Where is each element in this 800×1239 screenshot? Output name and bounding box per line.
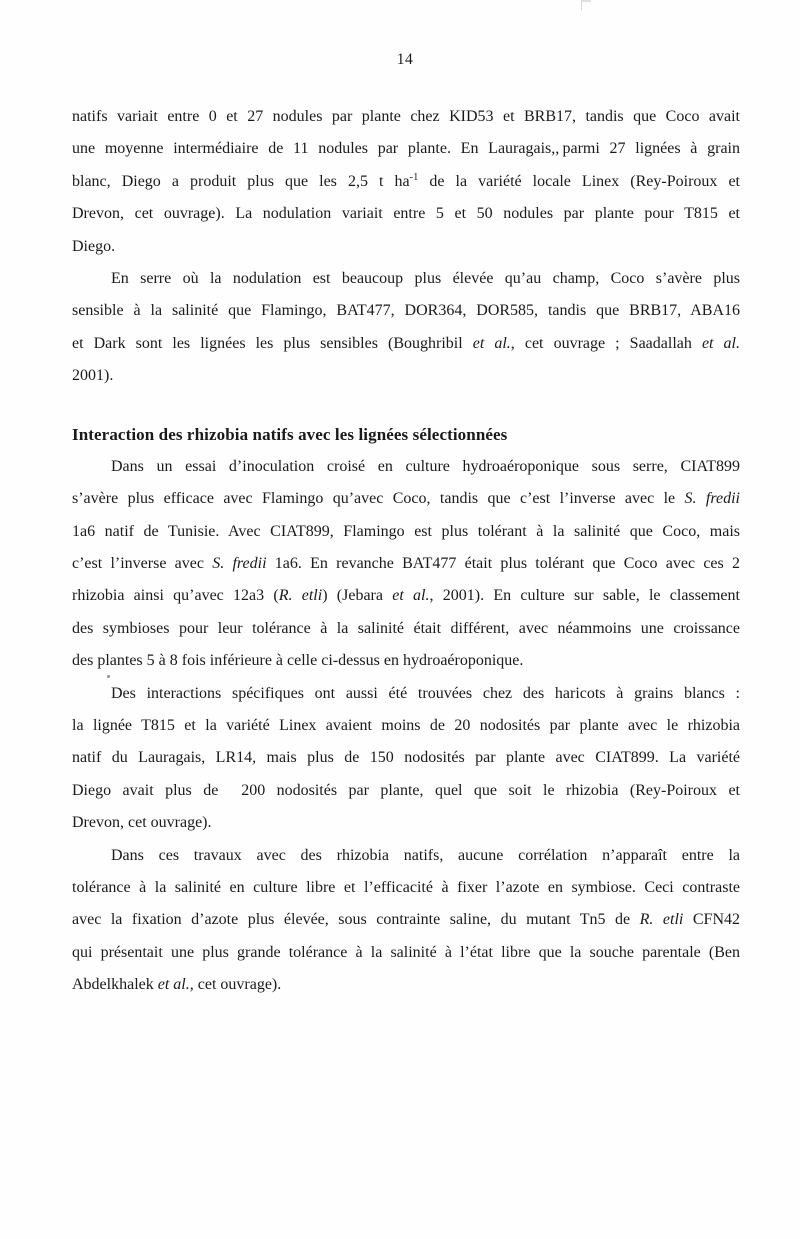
text-line bbox=[72, 710, 740, 742]
text-line bbox=[72, 548, 740, 580]
text-line bbox=[72, 263, 740, 295]
italic-text: et al. bbox=[157, 976, 190, 994]
body-text: CFN42 bbox=[683, 911, 740, 929]
body-text: natif du Lauragais, LR14, mais plus de 150 nodosités par plante avec CIAT899. La variété bbox=[72, 749, 740, 767]
body-text: Dans ces travaux avec des rhizobia natifs, aucune corrélation n’apparaît entre la bbox=[111, 846, 740, 864]
text-line bbox=[72, 166, 740, 198]
page-number: 14 bbox=[396, 51, 414, 68]
italic-text: et al. bbox=[701, 334, 740, 352]
section-heading: Interaction des rhizobia natifs avec les lignées sélectionnées bbox=[72, 424, 508, 444]
superscript-text: -1 bbox=[409, 171, 419, 183]
body-text: En serre où la nodulation est beaucoup plus élevée qu’au champ, Coco s’avère plus bbox=[111, 269, 740, 287]
text-line bbox=[72, 580, 740, 612]
body-text: Drevon, cet ouvrage). La nodulation variait entre 5 et 50 nodules par plante pour T815 et bbox=[72, 205, 740, 223]
body-text: une moyenne intermédiaire de 11 nodules par plante. En Lauragais,, parmi 27 lignées à grain bbox=[72, 140, 740, 158]
body-text: Drevon, cet ouvrage). bbox=[72, 814, 212, 832]
body-text: de la variété locale Linex (Rey-Poiroux et bbox=[418, 172, 740, 190]
text-line bbox=[72, 807, 740, 839]
body-text: c’est l’inverse avec bbox=[72, 555, 213, 573]
body-text: Diego. bbox=[72, 237, 116, 255]
body-text: rhizobia ainsi qu’avec 12a3 ( bbox=[72, 587, 279, 605]
body-text: avec la fixation d’azote plus élevée, sous contrainte saline, du mutant Tn5 de bbox=[72, 911, 640, 929]
body-text: tolérance à la salinité en culture libre et l’efficacité à fixer l’azote en symbiose. Ceci contraste bbox=[72, 878, 740, 896]
body-text: , 2001). En culture sur sable, le classement bbox=[429, 587, 740, 605]
text-line bbox=[72, 613, 740, 645]
text-line bbox=[72, 872, 740, 904]
text-line bbox=[72, 451, 740, 483]
text-line bbox=[72, 678, 740, 710]
body-text: natifs variait entre 0 et 27 nodules par plante chez KID53 et BRB17, tandis que Coco avait bbox=[72, 108, 740, 125]
body-text: Des interactions spécifiques ont aussi été trouvées chez des haricots à grains blancs : bbox=[111, 684, 740, 702]
body-text: 2001). bbox=[72, 367, 114, 385]
body-text: Abdelkhalek bbox=[72, 976, 158, 994]
scan-artifact-mark bbox=[581, 0, 591, 10]
italic-text: et al. bbox=[472, 334, 511, 352]
text-line bbox=[72, 133, 740, 165]
text-line bbox=[72, 937, 740, 969]
italic-text: S. fredii bbox=[212, 555, 267, 573]
body-text: Dans un essai d’inoculation croisé en culture hydroaéroponique sous serre, CIAT899 bbox=[111, 457, 740, 475]
text-line bbox=[72, 775, 740, 807]
body-text: des plantes 5 à 8 fois inférieure à celle ci-dessus en hydroaéroponique. bbox=[72, 652, 524, 670]
text-block bbox=[72, 101, 740, 1002]
body-text: , cet ouvrage). bbox=[189, 976, 282, 994]
scan-artifact-dot bbox=[107, 675, 110, 678]
body-text: ) (Jebara bbox=[322, 587, 393, 605]
text-line bbox=[72, 198, 740, 230]
italic-text: et al. bbox=[392, 587, 430, 605]
text-line bbox=[72, 360, 740, 392]
italic-text: R. etli bbox=[278, 587, 323, 605]
body-text: blanc, Diego a produit plus que les 2,5 t ha bbox=[72, 172, 410, 190]
text-line bbox=[72, 645, 740, 677]
text-line bbox=[72, 101, 740, 133]
body-text: des symbioses pour leur tolérance à la salinité était différent, avec néammoins une croissance bbox=[72, 619, 740, 637]
body-text: sensible à la salinité que Flamingo, BAT477, DOR364, DOR585, tandis que BRB17, ABA16 bbox=[72, 302, 740, 320]
body-text: la lignée T815 et la variété Linex avaient moins de 20 nodosités par plante avec le rhizobia bbox=[72, 717, 740, 735]
text-line bbox=[72, 516, 740, 548]
body-text: et Dark sont les lignées les plus sensibles (Boughribil bbox=[72, 334, 473, 352]
text-line bbox=[72, 483, 740, 515]
body-text: s’avère plus efficace avec Flamingo qu’avec Coco, tandis que c’est l’inverse avec le bbox=[72, 490, 685, 508]
body-text: , cet ouvrage ; Saadallah bbox=[510, 334, 702, 352]
text-line bbox=[72, 231, 740, 263]
text-line bbox=[72, 840, 740, 872]
body-text: Diego avait plus de 200 nodosités par plante, quel que soit le rhizobia (Rey-Poiroux et bbox=[72, 781, 740, 799]
text-line bbox=[72, 969, 740, 1001]
italic-text: R. etli bbox=[639, 911, 684, 929]
text-line bbox=[72, 328, 740, 360]
text-line bbox=[72, 904, 740, 936]
body-text: qui présentait une plus grande tolérance à la salinité à l’état libre que la souche parentale (Ben bbox=[72, 943, 740, 961]
text-line bbox=[72, 742, 740, 774]
italic-text: S. fredii bbox=[684, 490, 740, 508]
body-text: 1a6. En revanche BAT477 était plus tolérant que Coco avec ces 2 bbox=[266, 555, 740, 573]
text-line bbox=[72, 295, 740, 327]
body-text: 1a6 natif de Tunisie. Avec CIAT899, Flamingo est plus tolérant à la salinité que Coco, mais bbox=[72, 522, 740, 540]
